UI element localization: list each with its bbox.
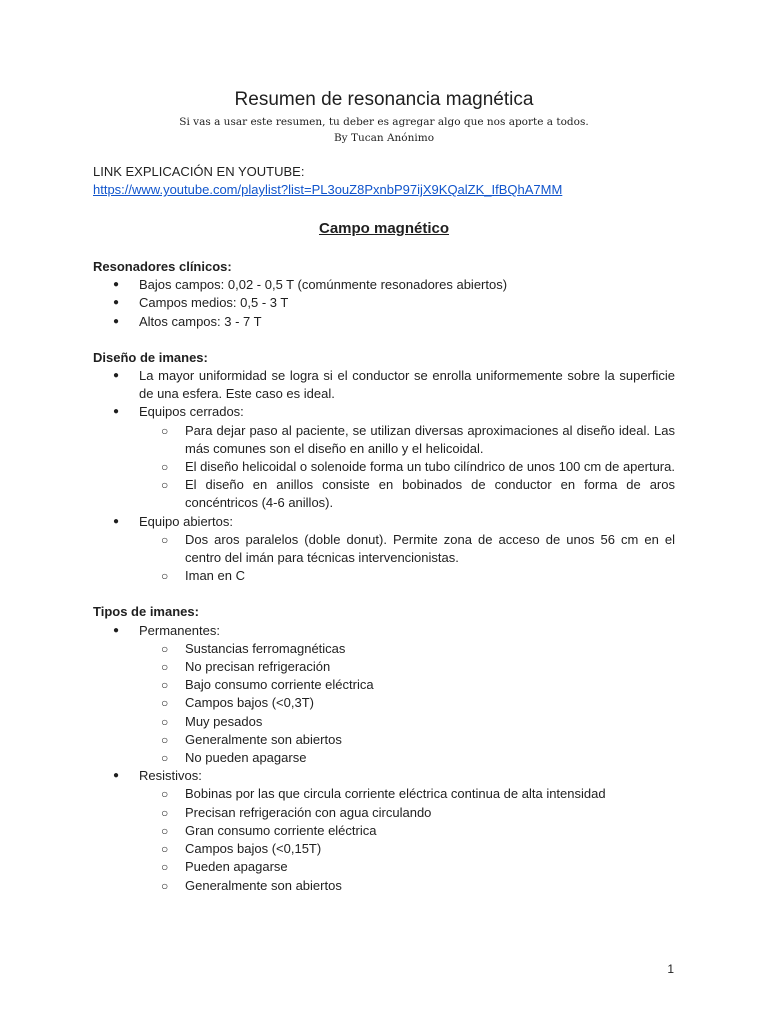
abiertos-sublist [139,531,675,586]
list-item: ○ Muy pesados [139,713,675,731]
list-item: ○ Generalmente son abiertos [139,877,675,895]
list-item: ● Equipos cerrados: ○ Para dejar paso al paciente, se utilizan diversas aproximaciones al diseño ideal. Las más comunes son el diseño en anillo y el helicoidal. ○ El diseño helicoidal o solenoide forma un tubo cilíndrico de unos 100 cm de apertura. ○ El diseño en anillos consiste en bobinados de conductor en forma de aros concéntricos (4-6 anillos). [93,403,675,512]
document-byline: By Tucan Anónimo [333,132,435,144]
heading-resonadores: Resonadores clínicos: [93,259,232,274]
list-item: ○ El diseño helicoidal o solenoide forma un tubo cilíndrico de unos 100 cm de apertura. [139,458,675,476]
circle-bullet-icon: ○ [161,805,169,820]
document-title: Resumen de resonancia magnética [234,89,534,110]
list-item: ○ Precisan refrigeración con agua circulando [139,804,675,822]
list-item: ● Bajos campos: 0,02 - 0,5 T (comúnmente resonadores abiertos) [93,276,675,294]
list-item: ○ Para dejar paso al paciente, se utilizan diversas aproximaciones al diseño ideal. Las más comunes son el diseño en anillo y el helicoidal. [161,422,675,456]
circle-bullet-icon: ○ [161,878,169,893]
bullet-icon: ● [113,624,120,636]
resonadores-list [93,276,675,331]
circle-bullet-icon: ○ [161,732,169,747]
list-item: ● Altos campos: 3 - 7 T [93,313,675,331]
page-number: 1 [667,962,674,976]
list-item: ○ Iman en C [139,567,675,585]
heading-tipos: Tipos de imanes: [93,604,199,620]
list-item: ○ Generalmente son abiertos [139,731,675,749]
resistivos-sublist [139,785,675,894]
list-item: ○ No precisan refrigeración [139,658,675,676]
permanentes-sublist [139,640,675,767]
circle-bullet-icon: ○ [161,678,169,693]
list-item: ● Campos medios: 0,5 - 3 T [93,294,675,312]
circle-bullet-icon: ○ [161,751,169,766]
section-title: Campo magnético [318,220,450,237]
circle-bullet-icon: ○ [161,696,169,711]
list-item: ○ Bobinas por las que circula corriente eléctrica continua de alta intensidad [139,785,675,803]
circle-bullet-icon: ○ [161,842,169,857]
bullet-icon: ● [113,406,120,418]
diseno-list [93,367,675,585]
list-item: ○ Dos aros paralelos (doble donut). Permite zona de acceso de unos 56 cm en el centro del imán para técnicas intervencionistas. [161,531,675,566]
circle-bullet-icon: ○ [161,641,169,656]
list-item: ○ Campos bajos (<0,15T) [139,840,675,858]
circle-bullet-icon: ○ [161,714,169,729]
list-item: ○ Bajo consumo corriente eléctrica [139,676,675,694]
list-item: ○ No pueden apagarse [139,749,675,767]
bullet-icon: ● [113,279,120,291]
list-item: ● La mayor uniformidad se logra si el conductor se enrolla uniformemente sobre la superficie de una esfera. Este caso es ideal. [113,368,675,402]
circle-bullet-icon: ○ [161,532,169,547]
circle-bullet-icon: ○ [161,478,169,493]
list-item: ○ Gran consumo corriente eléctrica [139,822,675,840]
cerrados-sublist [139,422,675,513]
document-subtitle: Si vas a usar este resumen, tu deber es agregar algo que nos aporte a todos. [179,116,589,128]
list-item: ● Permanentes: ○ Sustancias ferromagnéticas ○ No precisan refrigeración ○ Bajo consumo corriente eléctrica ○ Campos bajos (<0,3T) ○ Muy pesados ○ Generalmente son abiertos ○ No pueden apagarse [93,622,675,768]
list-item: ○ El diseño en anillos consiste en bobinados de conductor en forma de aros concéntricos (4-6 anillos). [161,477,675,511]
bullet-icon: ● [113,315,120,327]
circle-bullet-icon: ○ [161,823,169,838]
bullet-icon: ● [113,297,120,309]
bullet-icon: ● [113,370,120,382]
document-content [93,258,675,895]
list-item: ● Equipo abiertos: ○ Dos aros paralelos (doble donut). Permite zona de acceso de unos 56 cm en el centro del imán para técnicas intervencionistas. ○ Iman en C [93,513,675,586]
youtube-playlist-link[interactable]: https://www.youtube.com/playlist?list=PL3ouZ8PxnbP97ijX9KQalZK_IfBQhA7MM [93,182,563,197]
heading-diseno: Diseño de imanes: [93,349,208,365]
circle-bullet-icon: ○ [161,660,169,675]
circle-bullet-icon: ○ [161,860,169,875]
youtube-link-label: LINK EXPLICACIÓN EN YOUTUBE: [93,164,305,179]
tipos-list [93,622,675,895]
list-item: ○ Sustancias ferromagnéticas [139,640,675,658]
list-item: ● Resistivos: ○ Bobinas por las que circula corriente eléctrica continua de alta intensidad ○ Precisan refrigeración con agua circulando ○ Gran consumo corriente eléctrica ○ Campos bajos (<0,15T) ○ Pueden apagarse ○ Generalmente son abiertos [93,767,675,894]
circle-bullet-icon: ○ [161,787,169,802]
bullet-icon: ● [113,770,120,782]
bullet-icon: ● [113,515,120,527]
list-item: ○ Pueden apagarse [139,858,675,876]
circle-bullet-icon: ○ [161,569,169,584]
list-item: ○ Campos bajos (<0,3T) [139,694,675,712]
circle-bullet-icon: ○ [161,423,169,438]
circle-bullet-icon: ○ [161,460,169,475]
